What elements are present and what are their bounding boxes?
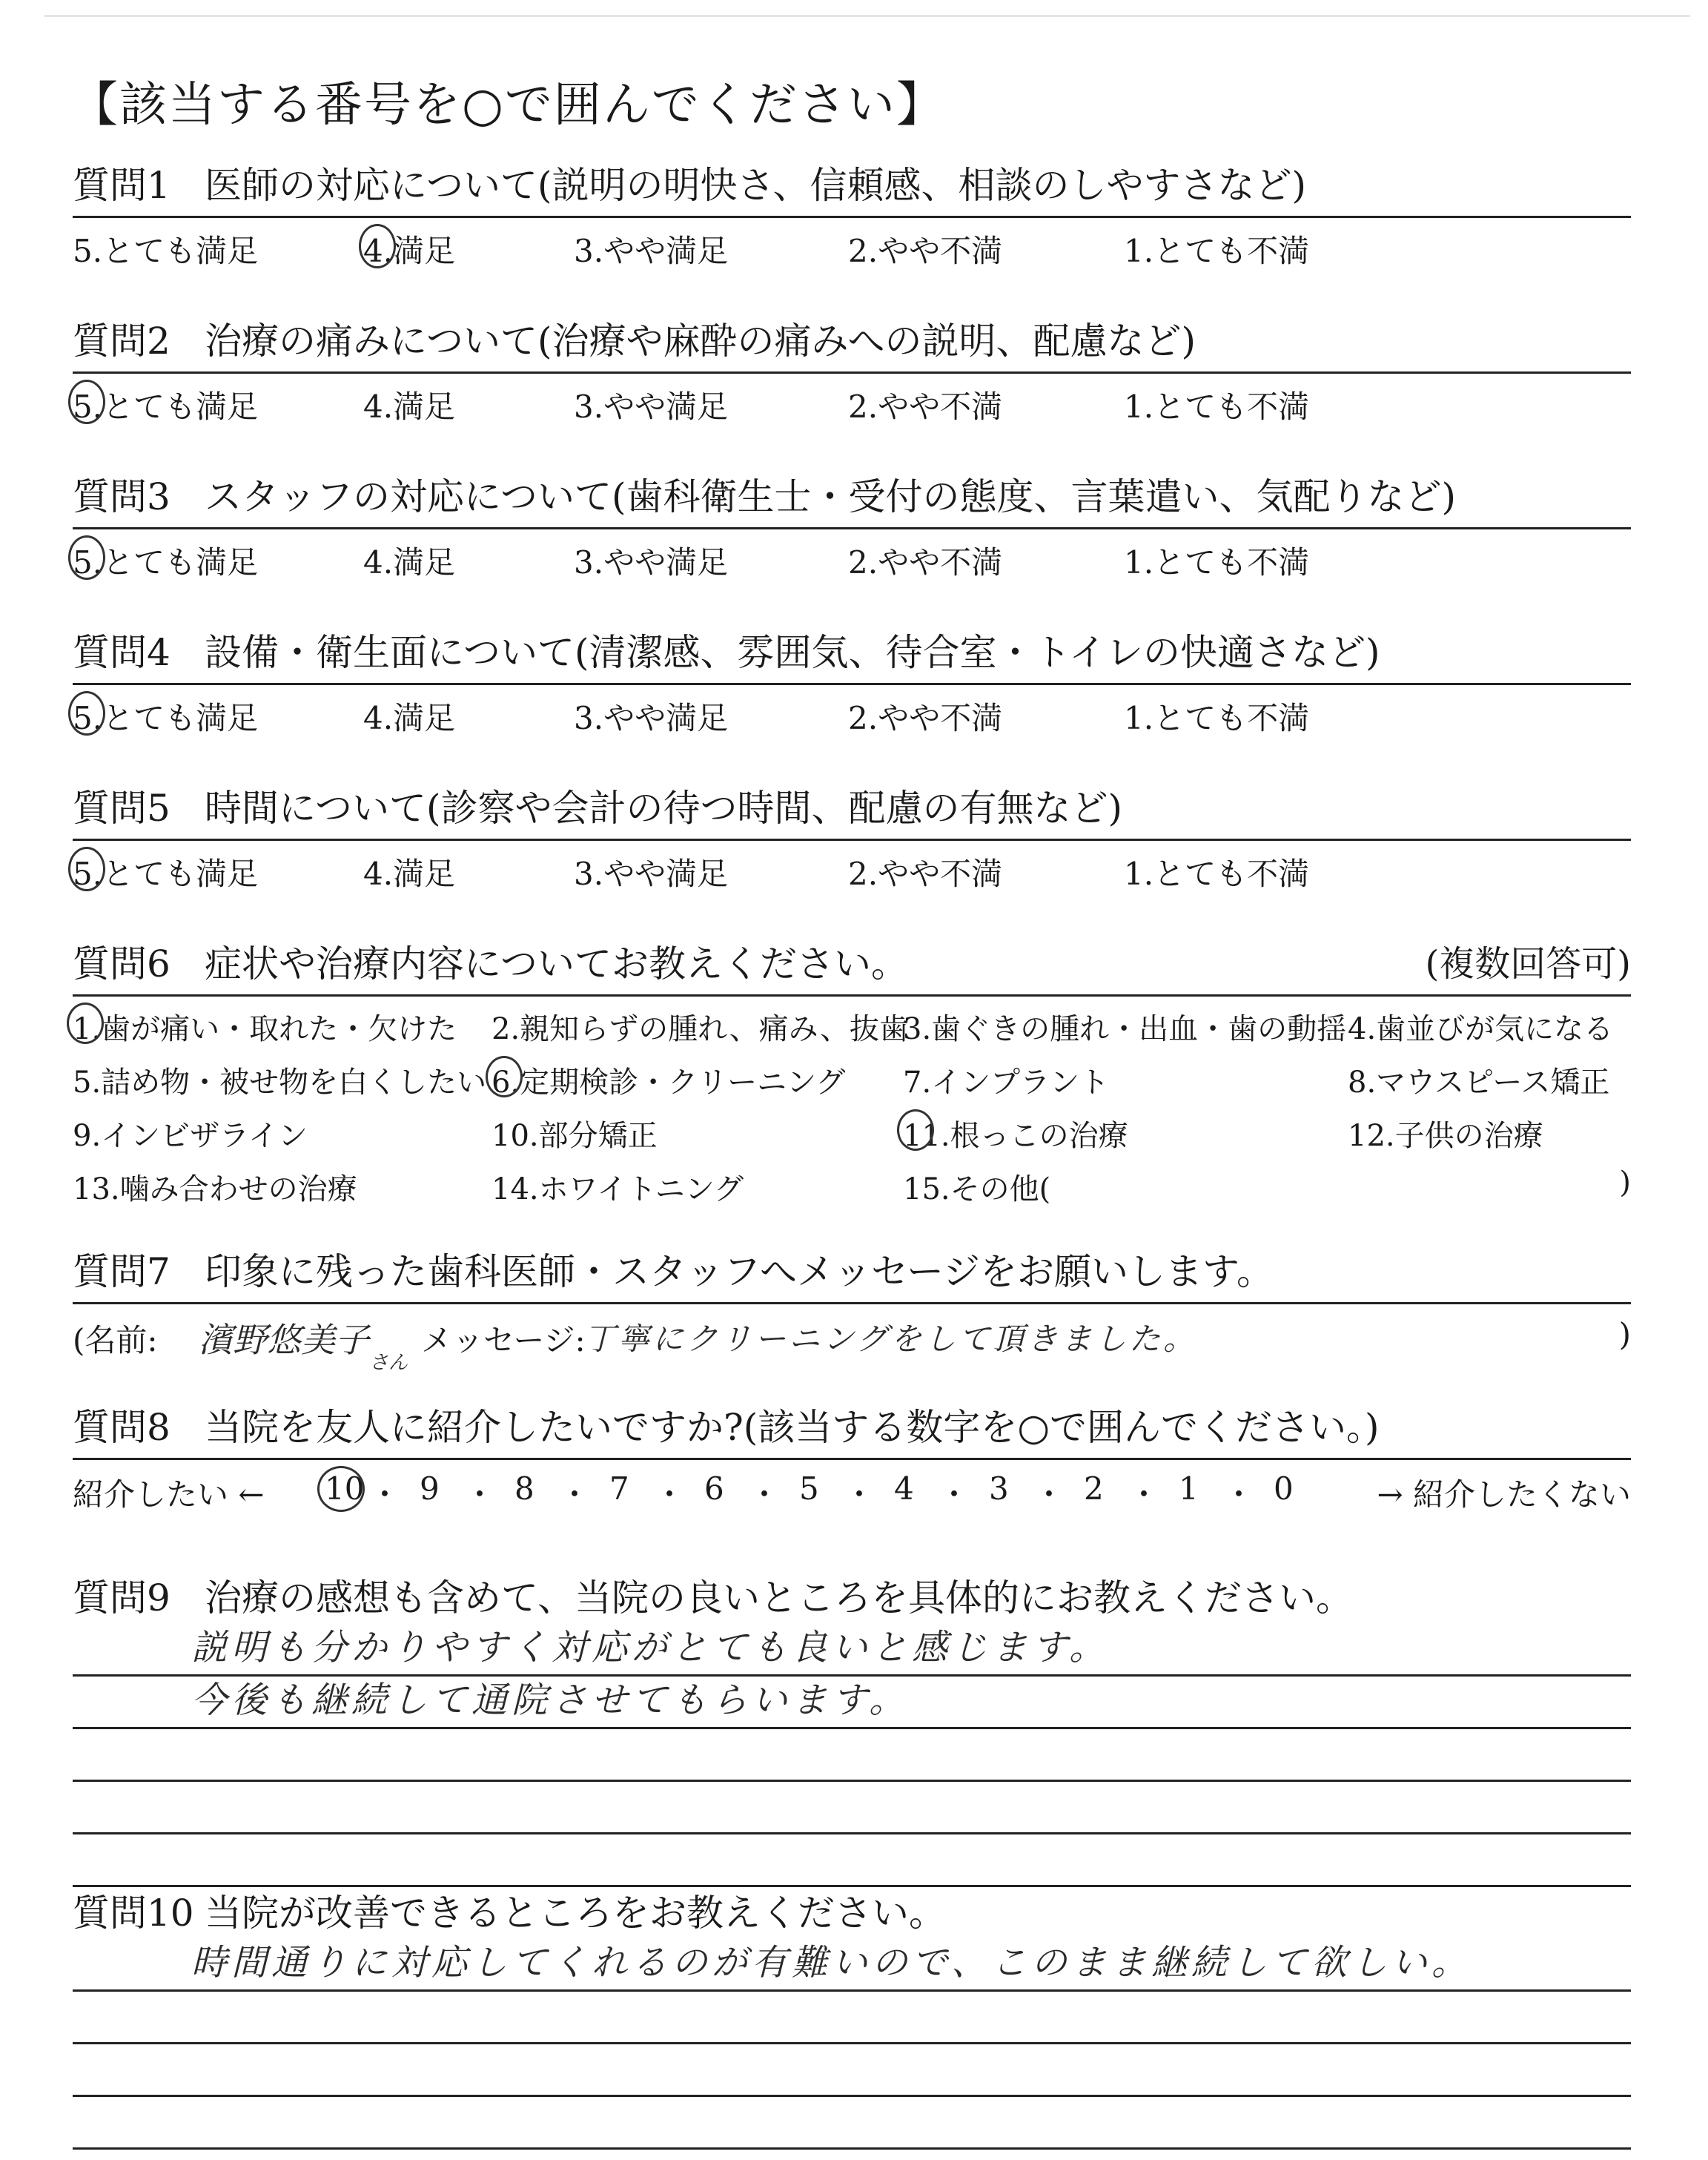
scale-number[interactable]	[799, 1470, 819, 1507]
question-9	[73, 1572, 1631, 1887]
rating-option[interactable]	[363, 850, 455, 894]
rating-option[interactable]	[848, 227, 1002, 271]
message-label: メッセージ:	[421, 1322, 586, 1358]
rating-option[interactable]	[363, 694, 455, 739]
question-4	[73, 627, 1631, 742]
answer-line[interactable]	[73, 2044, 1631, 2097]
option-label: 11.根っこの治療	[903, 1119, 1128, 1153]
scale-number[interactable]	[989, 1470, 1009, 1507]
option-label: 5.詰め物・被せ物を白くしたい	[73, 1066, 487, 1100]
question-number: 質問5	[73, 787, 171, 830]
question-number: 質問6	[73, 942, 171, 985]
answer-line[interactable]	[73, 1834, 1631, 1887]
question-number: 質問8	[73, 1406, 171, 1449]
question-rule	[73, 683, 1631, 685]
symptom-option[interactable]	[73, 1005, 457, 1048]
option-label: 1.とても不満	[1124, 856, 1310, 892]
rating-option[interactable]	[73, 538, 258, 583]
symptom-option[interactable]	[903, 1059, 1109, 1101]
question-title: 症状や治療内容についてお教えください。	[205, 942, 908, 985]
option-label: 4.満足	[363, 544, 456, 581]
scale-value: 2	[1084, 1470, 1104, 1507]
top-rule	[44, 15, 1690, 17]
symptom-option[interactable]	[491, 1166, 744, 1208]
option-label: 5.とても満足	[73, 856, 259, 892]
rating-option[interactable]	[1124, 850, 1309, 894]
rating-options	[73, 222, 1631, 274]
symptom-option[interactable]	[903, 1166, 1050, 1208]
rating-options	[73, 378, 1631, 430]
selection-circle	[67, 1003, 104, 1044]
symptom-option[interactable]	[73, 1059, 486, 1101]
message-field[interactable]: 丁寧にクリーニングをして頂きました。	[584, 1321, 1198, 1357]
answer-line[interactable]	[73, 1939, 1631, 1992]
option-label: 1.とても不満	[1124, 233, 1310, 269]
rating-option[interactable]	[1124, 694, 1309, 739]
question-title: 治療の痛みについて(治療や麻酔の痛みへの説明、配慮など)	[205, 320, 1196, 363]
option-label: 5.とても満足	[73, 544, 259, 581]
multiple-answer-note: (複数回答可)	[1425, 943, 1631, 985]
question-6	[73, 938, 1631, 1228]
message-row	[73, 1310, 1631, 1374]
symptom-option[interactable]	[903, 1005, 1346, 1048]
option-label: 15.その他(	[903, 1172, 1051, 1206]
question-number: 質問4	[73, 631, 171, 674]
scale-left-label: 紹介したい ←	[73, 1476, 265, 1513]
rating-option[interactable]	[73, 850, 258, 894]
question-rule	[73, 839, 1631, 841]
handwritten-answer: 時間通りに対応してくれるのが有難いので、このまま継続して欲しい。	[191, 1942, 1472, 1984]
rating-option[interactable]	[1124, 227, 1309, 271]
scale-value: 3	[989, 1470, 1009, 1507]
option-label: 4.満足	[363, 856, 456, 892]
symptom-option[interactable]	[903, 1112, 1128, 1155]
symptom-option[interactable]	[491, 1112, 658, 1155]
rating-option[interactable]	[73, 694, 258, 739]
scale-value: 9	[420, 1470, 440, 1507]
option-label: 1.とても不満	[1124, 389, 1310, 425]
option-label: 4.歯並びが気になる	[1348, 1012, 1614, 1046]
scale-separator: ・	[749, 1476, 781, 1513]
scale-separator: ・	[939, 1476, 970, 1513]
option-label: 2.やや不満	[848, 544, 1003, 581]
question-number: 質問7	[73, 1250, 171, 1293]
symptom-option[interactable]	[491, 1059, 845, 1101]
answer-line[interactable]	[73, 1992, 1631, 2044]
answer-line[interactable]	[73, 1782, 1631, 1834]
rating-option[interactable]	[73, 383, 258, 427]
option-label: 4.満足	[363, 233, 456, 269]
option-label: 1.とても不満	[1124, 544, 1310, 581]
symptom-option[interactable]	[1348, 1059, 1609, 1101]
question-rule	[73, 1458, 1631, 1460]
option-label: 1.とても不満	[1124, 700, 1310, 736]
option-label: 3.やや満足	[574, 544, 729, 581]
scale-number[interactable]	[894, 1470, 914, 1507]
rating-options	[73, 845, 1631, 897]
scale-number[interactable]	[609, 1470, 629, 1507]
scale-value: 5	[799, 1470, 819, 1507]
rating-options	[73, 690, 1631, 742]
answer-line[interactable]	[73, 1729, 1631, 1782]
scale-separator: ・	[559, 1476, 591, 1513]
scale-number[interactable]	[704, 1470, 724, 1507]
question-title: スタッフの対応について(歯科衛生士・受付の態度、言葉遣い、気配りなど)	[205, 475, 1457, 518]
question-number: 質問1	[73, 164, 171, 207]
option-label: 1.歯が痛い・取れた・欠けた	[73, 1012, 457, 1046]
scale-number[interactable]	[514, 1470, 534, 1507]
scale-value: 1	[1179, 1470, 1199, 1507]
scale-value: 8	[514, 1470, 534, 1507]
selection-circle	[897, 1109, 934, 1151]
scale-separator: ・	[844, 1476, 875, 1513]
scale-separator: ・	[464, 1476, 496, 1513]
option-label: 5.とても満足	[73, 233, 259, 269]
option-label: 3.やや満足	[574, 700, 729, 736]
rating-option[interactable]	[848, 538, 1002, 583]
option-label: 12.子供の治療	[1348, 1119, 1543, 1153]
symptom-option[interactable]	[73, 1166, 357, 1208]
rating-option[interactable]	[1124, 538, 1309, 583]
scale-separator: ・	[1033, 1476, 1065, 1513]
scale-separator: ・	[654, 1476, 686, 1513]
question-number: 質問2	[73, 320, 171, 363]
option-label: 6.定期検診・クリーニング	[491, 1066, 846, 1100]
scale-value: 0	[1274, 1470, 1294, 1507]
option-label: 2.やや不満	[848, 233, 1003, 269]
scale-number[interactable]	[420, 1470, 440, 1507]
rating-option[interactable]	[574, 227, 728, 271]
symptom-option[interactable]	[1348, 1005, 1613, 1048]
selection-circle	[486, 1056, 523, 1097]
rating-option[interactable]	[848, 850, 1002, 894]
rating-option[interactable]	[363, 227, 455, 271]
selection-circle	[359, 224, 396, 268]
scale-number[interactable]	[1179, 1470, 1199, 1507]
option-label: )	[1619, 1166, 1631, 1200]
question-rule	[73, 527, 1631, 529]
option-label: 7.インプラント	[903, 1066, 1110, 1100]
selection-circle	[68, 847, 105, 891]
scale-value: 7	[609, 1470, 629, 1507]
scale-separator: ・	[1223, 1476, 1255, 1513]
symptom-option[interactable]	[73, 1112, 308, 1155]
close-paren: )	[1618, 1316, 1631, 1353]
recommend-scale	[73, 1466, 1631, 1518]
rating-option[interactable]	[848, 383, 1002, 427]
handwritten-answer: 説明も分かりやすく対応がとても良いと感じます。	[191, 1627, 1110, 1668]
rating-option[interactable]	[73, 227, 258, 271]
question-title: 当院が改善できるところをお教えください。	[205, 1892, 946, 1935]
option-label: 3.やや満足	[574, 389, 729, 425]
scale-value: 10	[325, 1470, 365, 1507]
answer-line[interactable]	[73, 2097, 1631, 2150]
scale-number[interactable]	[1084, 1470, 1104, 1507]
option-label: 4.満足	[363, 700, 456, 736]
rating-option[interactable]	[574, 538, 728, 583]
symptom-option[interactable]	[1348, 1112, 1543, 1155]
rating-option[interactable]	[1124, 383, 1309, 427]
option-label: 13.噛み合わせの治療	[73, 1172, 357, 1206]
question-2	[73, 315, 1631, 430]
rating-option[interactable]	[574, 383, 728, 427]
name-field[interactable]: 濱野悠美子	[199, 1320, 369, 1360]
option-label: 2.やや不満	[848, 700, 1003, 736]
rating-option[interactable]	[363, 383, 455, 427]
handwritten-answer: 今後も継続して通院させてもらいます。	[191, 1680, 910, 1721]
option-label: 4.満足	[363, 389, 456, 425]
symptom-option[interactable]	[491, 1005, 909, 1048]
scale-value: 6	[704, 1470, 724, 1507]
answer-lines	[73, 1939, 1631, 2150]
option-label: 9.インビザライン	[73, 1119, 308, 1153]
answer-lines	[73, 1624, 1631, 1887]
scale-number[interactable]	[325, 1470, 364, 1507]
question-10	[73, 1887, 1631, 2150]
other-close-paren	[1619, 1166, 1631, 1200]
rating-option[interactable]	[363, 538, 455, 583]
question-rule	[73, 994, 1631, 997]
question-title: 時間について(診察や会計の待つ時間、配慮の有無など)	[205, 787, 1123, 830]
name-suffix: さん	[369, 1352, 408, 1374]
option-label: 2.やや不満	[848, 856, 1003, 892]
rating-options	[73, 534, 1631, 586]
option-label: 5.とても満足	[73, 700, 259, 736]
option-label: 2.やや不満	[848, 389, 1003, 425]
question-title: 設備・衛生面について(清潔感、雰囲気、待合室・トイレの快適さなど)	[205, 631, 1380, 674]
question-7	[73, 1246, 1631, 1374]
option-label: 2.親知らずの腫れ、痛み、抜歯	[491, 1012, 909, 1046]
question-rule	[73, 1302, 1631, 1304]
question-title: 医師の対応について(説明の明快さ、信頼感、相談のしやすさなど)	[205, 164, 1307, 207]
selection-circle	[317, 1466, 365, 1512]
scale-value: 4	[894, 1470, 914, 1507]
answer-line[interactable]	[73, 1677, 1631, 1729]
option-label: 3.やや満足	[574, 233, 729, 269]
selection-circle	[68, 535, 105, 580]
question-5	[73, 782, 1631, 897]
selection-circle	[68, 691, 105, 736]
option-label: 8.マウスピース矯正	[1348, 1066, 1610, 1100]
option-label: 10.部分矯正	[491, 1119, 658, 1153]
rating-option[interactable]	[574, 694, 728, 739]
name-label: (名前:	[73, 1322, 158, 1358]
question-title: 当院を友人に紹介したいですか?(該当する数字を○で囲んでください。)	[205, 1406, 1380, 1449]
scale-separator: ・	[1128, 1476, 1160, 1513]
symptom-options	[73, 1005, 1631, 1228]
option-label: 14.ホワイトニング	[491, 1172, 744, 1206]
answer-line[interactable]	[73, 1624, 1631, 1677]
scale-separator: ・	[369, 1476, 401, 1513]
question-title: 印象に残った歯科医師・スタッフへメッセージをお願いします。	[205, 1250, 1274, 1293]
scale-right-label: → 紹介したくない	[1377, 1476, 1631, 1513]
question-3	[73, 471, 1631, 586]
option-label: 3.歯ぐきの腫れ・出血・歯の動揺	[903, 1012, 1347, 1046]
form-header: 【該当する番号を○で囲んでください】	[70, 78, 945, 133]
selection-circle	[68, 380, 105, 424]
question-8	[73, 1401, 1631, 1518]
question-number: 質問10	[73, 1892, 194, 1935]
question-number: 質問9	[73, 1576, 171, 1619]
question-rule	[73, 216, 1631, 218]
question-number: 質問3	[73, 475, 171, 518]
question-rule	[73, 371, 1631, 374]
scale-number[interactable]	[1274, 1470, 1294, 1507]
question-1	[73, 159, 1631, 274]
rating-option[interactable]	[574, 850, 728, 894]
rating-option[interactable]	[848, 694, 1002, 739]
option-label: 5.とても満足	[73, 389, 259, 425]
option-label: 3.やや満足	[574, 856, 729, 892]
question-title: 治療の感想も含めて、当院の良いところを具体的にお教えください。	[205, 1576, 1353, 1619]
